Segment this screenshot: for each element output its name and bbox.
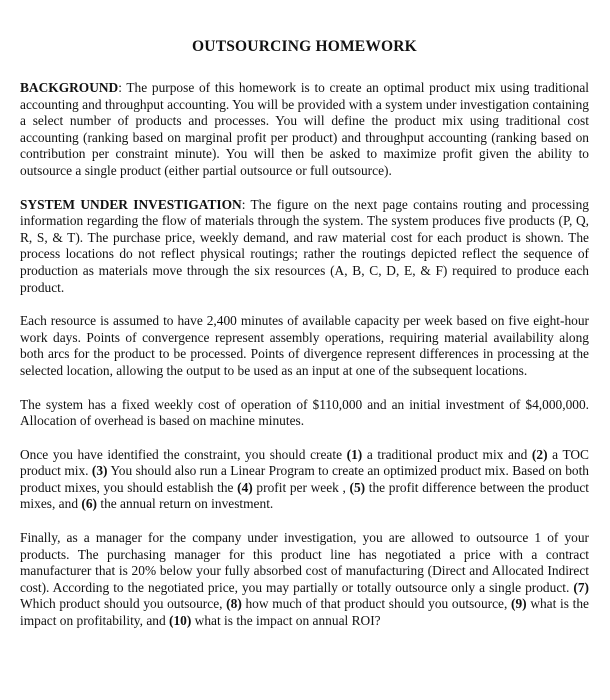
system-heading: SYSTEM UNDER INVESTIGATION (20, 196, 242, 212)
tasks-text: a TOC product mix. (20, 446, 589, 479)
task-number: (6) (81, 496, 97, 512)
background-heading: BACKGROUND (20, 80, 119, 95)
task-number: (9) (511, 596, 527, 612)
tasks-text: Once you have identified the constraint, you should create (20, 446, 347, 462)
task-number: (4) (237, 479, 253, 495)
system-text: : The figure on the next page contains routing and processing information regarding the flow of materials through the system. The system produces five products (P, Q, R, S, & T). The purchase price, weekly demand, and raw material cost for each product is shown. The process locations do not reflect physical routings; rather the routings depicted reflect the sequence of production as materials move through the six resources (A, B, C, D, E, & F) required to produce each product. (20, 196, 589, 295)
task-number: (5) (349, 479, 366, 495)
document-title: OUTSOURCING HOMEWORK (192, 38, 417, 55)
tasks-text: You should also run a Linear Program to create an optimized product mix. Based on both product mixes, you should establish the (20, 463, 589, 495)
tasks-paragraph (20, 447, 589, 513)
background-paragraph (20, 80, 589, 180)
background-text: : The purpose of this homework is to create an optimal product mix using traditional accounting and throughput accounting. You will be provided with a system under investigation containing a select number of products and processes. You will define the product mix using traditional cost accounting (ranking based on marginal profit per product) and throughput accounting (ranking based on contribution per constraint minute). You will then be asked to maximize profit given the ability to outsource a single product (either partial outsource or full outsource). (20, 80, 589, 178)
tasks-text: the profit difference between the product mixes, and (20, 479, 590, 512)
task-number: (3) (91, 463, 108, 479)
final-text: what is the impact on annual ROI? (191, 613, 381, 629)
tasks-text: profit per week , (252, 479, 350, 495)
task-number: (8) (226, 596, 242, 612)
task-number: (7) (573, 579, 589, 595)
final-text: what is the impact on profitability, and (20, 596, 589, 629)
task-number: (2) (531, 446, 548, 462)
final-text: Which product should you outsource, (20, 596, 227, 612)
system-paragraph (20, 197, 589, 297)
tasks-text: a traditional product mix and (362, 446, 532, 462)
final-text: Finally, as a manager for the company under investigation, you are allowed to outsource 1 of your products. The purchasing manager for this product line has negotiated a price with a contract manufacturer that is 20% below your fully absorbed cost of manufacturing (Direct and Allocated Indirect cost). According to the negotiated price, you may partially or totally outsource only a single product. (20, 530, 589, 595)
task-number: (1) (346, 446, 363, 462)
tasks-text: the annual return on investment. (97, 496, 274, 512)
capacity-paragraph: Each resource is assumed to have 2,400 minutes of available capacity per week based on five eight-hour work days. Points of convergence represent assembly operations, requiring material availability along both arcs for the product to be processed. Points of divergence represent differences in processing at the selected location, allowing the output to be used as an input at one of the subsequent locations. (20, 313, 589, 378)
final-text: how much of that product should you outsource, (241, 596, 512, 612)
final-paragraph (20, 530, 589, 630)
task-number: (10) (169, 613, 192, 629)
cost-paragraph: The system has a fixed weekly cost of operation of $110,000 and an initial investment of $4,000,000. Allocation of overhead is based on machine minutes. (20, 396, 589, 429)
